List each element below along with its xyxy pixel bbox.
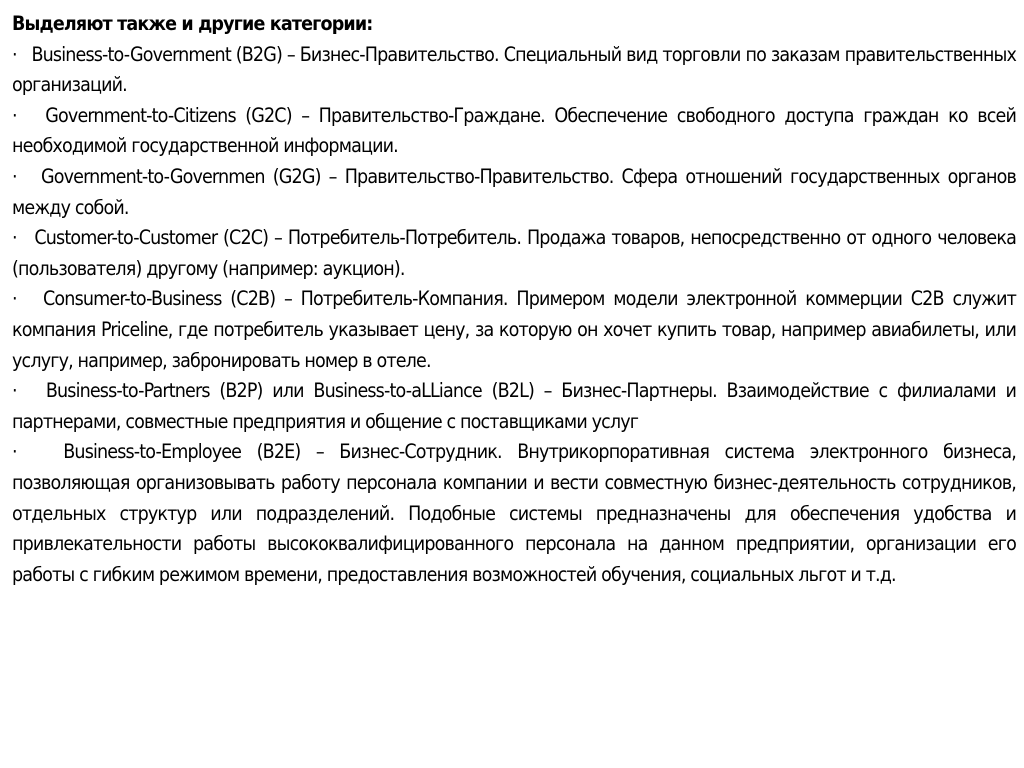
heading: Выделяют также и другие категории: [12,12,373,35]
category-b2e: · Business-to-Employee (B2E) – Бизнес-Сотрудник. Внутрикорпоративная система электронного бизнеса, позволяющая организовывать работу персонала компании и вести совместную бизнес-деятельность сотрудников, отдельных структур или подразделений. Подобные системы предназначены для обеспечения удобства и привлекательности работы высококвалифицированного персонала на данном предприятии, организации его работы с гибким режимом времени, предоставления возможностей обучения, социальных льгот и т.д. [12,440,1021,586]
category-c2b: · Consumer-to-Business (C2B) – Потребитель-Компания. Примером модели электронной коммерции C2B служит компания Priceline, где потребитель указывает цену, за которую он хочет купить товар, например авиабилеты, или услугу, например, забронировать номер в отеле. [12,287,1021,372]
category-c2c: · Customer-to-Customer (C2C) – Потребитель-Потребитель. Продажа товаров, непосредственно от одного человека (пользователя) другому (например: аукцион). [12,226,1021,280]
category-g2c: · Government-to-Citizens (G2C) – Правительство-Граждане. Обеспечение свободного доступа граждан ко всей необходимой государственной информации. [12,103,1021,158]
category-b2p-b2l: · Business-to-Partners (B2P) или Business-to-aLLiance (B2L) – Бизнес-Партнеры. Взаимодействие с филиалами и партнерами, совместные предприятия и общение с поставщиками услуг [12,379,1021,433]
category-g2g: · Government-to-Governmen (G2G) – Правительство-Правительство. Сфера отношений государственных органов между собой. [12,164,1021,219]
category-b2g: · Business-to-Government (B2G) – Бизнес-Правительство. Специальный вид торговли по заказам правительственных организаций. [12,42,1021,97]
